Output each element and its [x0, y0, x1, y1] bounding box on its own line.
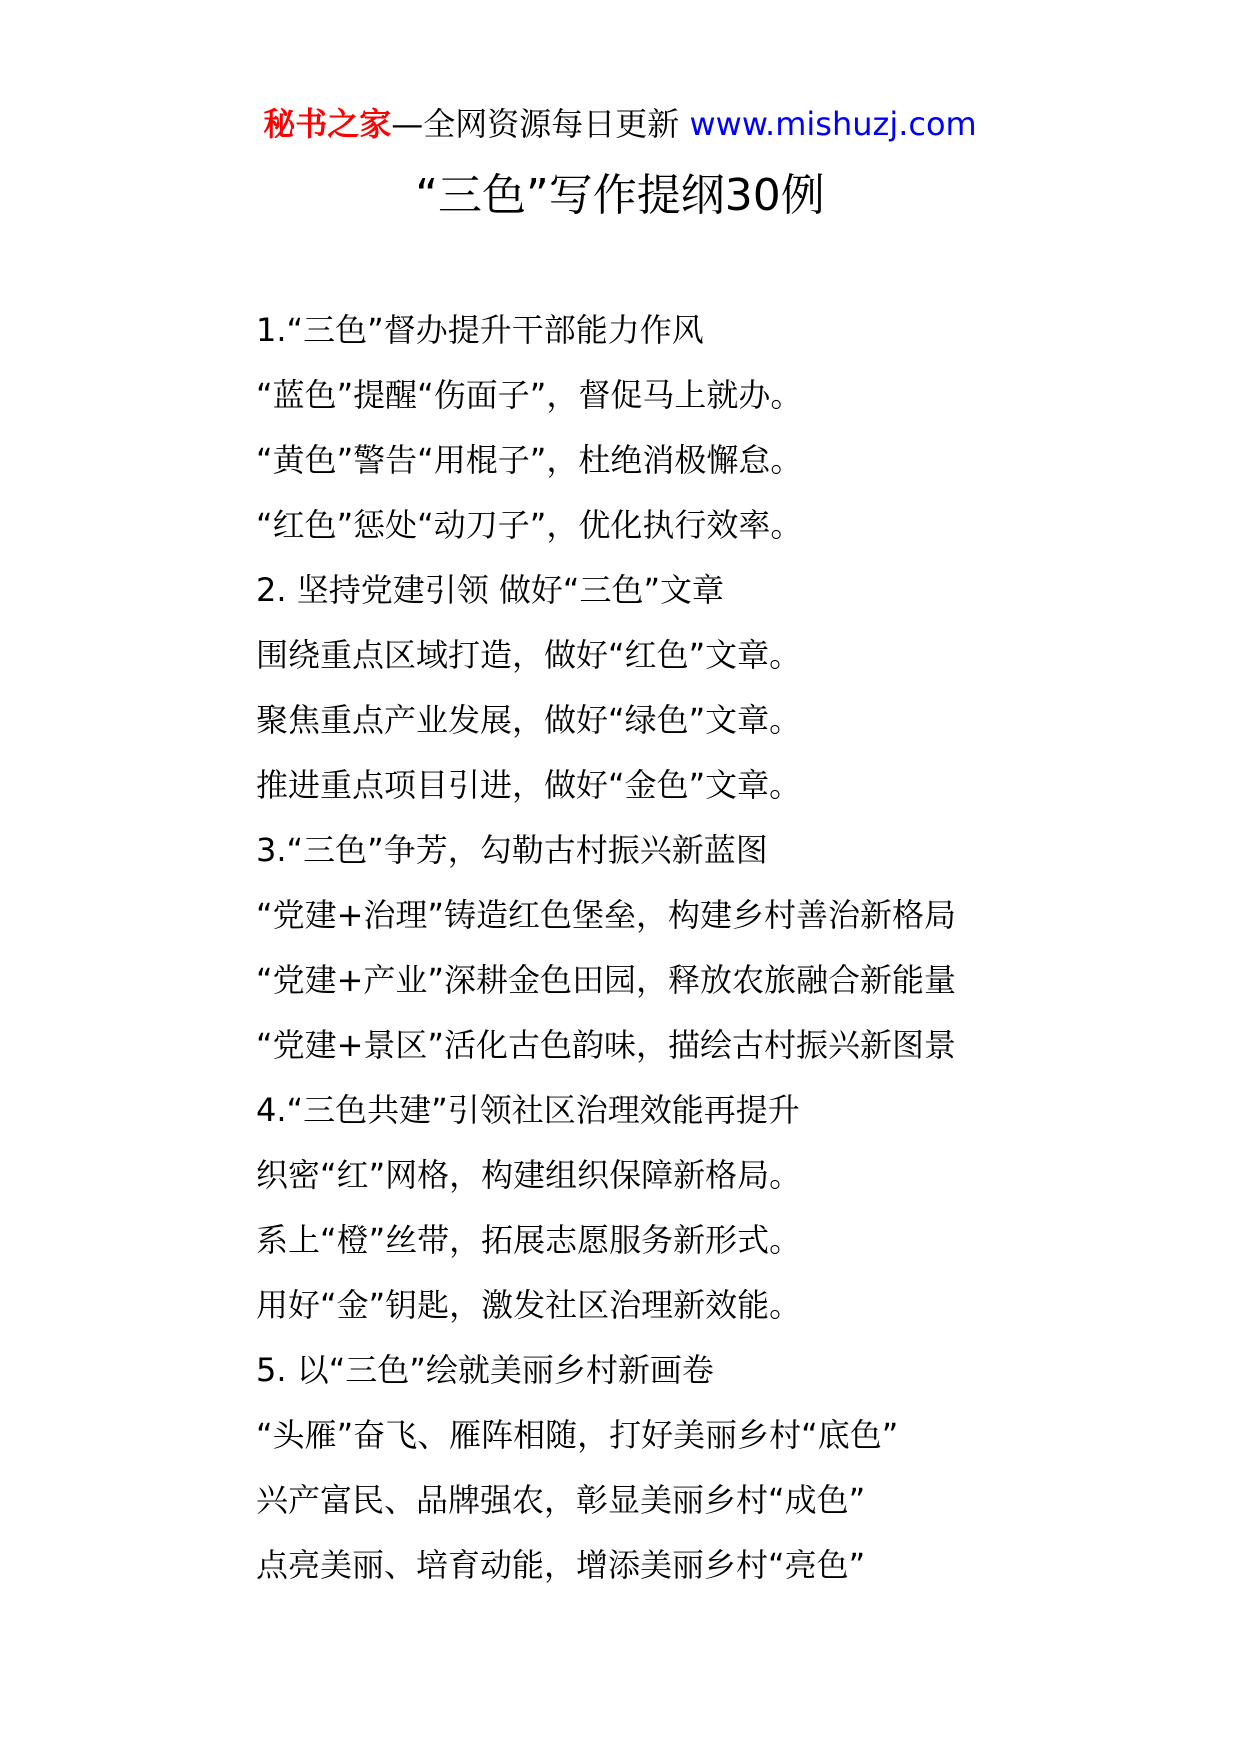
site-header	[0, 102, 1240, 146]
body-line: “蓝色”提醒“伤面子”，督促马上就办。	[256, 376, 803, 414]
body-line: “黄色”警告“用棍子”，杜绝消极懈怠。	[256, 441, 803, 479]
section-heading-4: 4.“三色共建”引领社区治理效能再提升	[256, 1091, 800, 1129]
brand-name: 秘书之家	[263, 105, 392, 143]
body-line: “党建+治理”铸造红色堡垒，构建乡村善治新格局	[256, 896, 956, 934]
section-heading-5: 5. 以“三色”绘就美丽乡村新画卷	[256, 1351, 714, 1389]
body-line: 点亮美丽、培育动能，增添美丽乡村“亮色”	[256, 1546, 866, 1584]
body-line: 推进重点项目引进，做好“金色”文章。	[256, 766, 802, 804]
section-heading-1: 1.“三色”督办提升干部能力作风	[256, 311, 704, 349]
body-line: 用好“金”钥匙，激发社区治理新效能。	[256, 1286, 802, 1324]
site-url-link[interactable]: www.mishuzj.com	[689, 105, 977, 143]
body-line: 围绕重点区域打造，做好“红色”文章。	[256, 636, 802, 674]
section-heading-2: 2. 坚持党建引领 做好“三色”文章	[256, 571, 725, 609]
body-line: 织密“红”网格，构建组织保障新格局。	[256, 1156, 802, 1194]
body-line: 聚焦重点产业发展，做好“绿色”文章。	[256, 701, 802, 739]
body-line: 兴产富民、品牌强农，彰显美丽乡村“成色”	[256, 1481, 866, 1519]
document-title: “三色”写作提纲30例	[415, 170, 825, 221]
document-body	[256, 298, 1156, 1598]
body-line: 系上“橙”丝带，拓展志愿服务新形式。	[256, 1221, 802, 1259]
body-line: “党建+产业”深耕金色田园，释放农旅融合新能量	[256, 961, 956, 999]
section-heading-3: 3.“三色”争芳，勾勒古村振兴新蓝图	[256, 831, 768, 869]
body-line: “头雁”奋飞、雁阵相随，打好美丽乡村“底色”	[256, 1416, 899, 1454]
body-line: “党建+景区”活化古色韵味，描绘古村振兴新图景	[256, 1026, 956, 1064]
body-line: “红色”惩处“动刀子”，优化执行效率。	[256, 506, 803, 544]
header-tagline: —全网资源每日更新	[391, 105, 690, 143]
